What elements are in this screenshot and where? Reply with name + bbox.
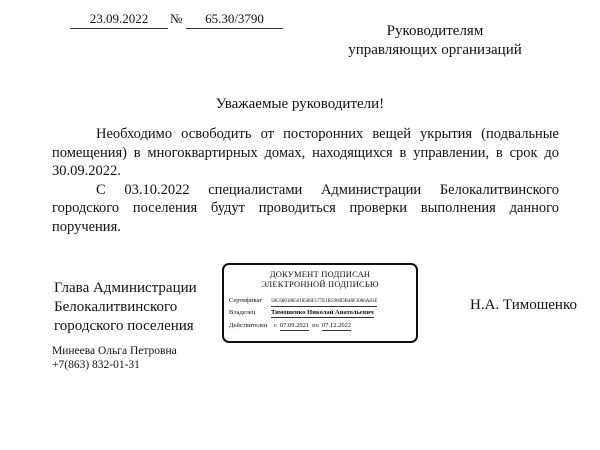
stamp-title-line-2: ЭЛЕКТРОННОЙ ПОДПИСЬЮ [261, 279, 379, 289]
recipient-line-1: Руководителям [386, 23, 484, 39]
electronic-signature-stamp [222, 263, 418, 343]
contact-phone: +7(863) 832-01-31 [52, 359, 140, 371]
stamp-owner-value: Тимошенко Николай Анатольевич [271, 309, 374, 316]
stamp-valid-from: 07.09.2021 [279, 322, 310, 329]
stamp-owner-row [229, 308, 414, 318]
signer-title-line-2: Белокалитвинского [54, 299, 178, 315]
signer-title [54, 279, 234, 336]
stamp-valid-to-label: по [312, 322, 319, 329]
recipient-line-2: управляющих организаций [348, 42, 522, 58]
stamp-certificate-row [229, 296, 414, 307]
number-sign: № [170, 11, 183, 26]
stamp-valid-to: 07.12.2022 [321, 322, 352, 329]
stamp-certificate-label: Сертификат [229, 297, 263, 304]
signer-title-line-3: городского поселения [54, 318, 194, 334]
document-number: 65.30/3790 [186, 11, 283, 29]
body-paragraph-2: С 03.10.2022 специалистами Администрации Белокалитвинского городского поселения будут проводиться проверки выполнения данного поручения. [52, 181, 559, 235]
salutation: Уважаемые руководители! [215, 96, 385, 112]
stamp-title-line-1: ДОКУМЕНТ ПОДПИСАН [269, 269, 371, 279]
recipient-block [335, 22, 535, 60]
stamp-valid-label: Действителен [229, 322, 268, 329]
contact-block [52, 344, 177, 372]
stamp-validity-row [229, 321, 414, 331]
contact-name: Минеева Ольга Петровна [52, 345, 177, 357]
document-date: 23.09.2022 [70, 11, 168, 29]
signer-title-line-1: Глава Администрации [54, 280, 197, 296]
document-header [70, 11, 285, 31]
stamp-certificate-value: 58C6801885018586F177E1B5960DB48F3006A83E [271, 297, 377, 307]
stamp-owner-label: Владелец [229, 309, 256, 316]
signer-name: Н.А. Тимошенко [470, 297, 577, 313]
stamp-valid-from-label: с [274, 322, 277, 329]
letter-body [52, 125, 559, 236]
body-paragraph-1: Необходимо освободить от посторонних вещей укрытия (подвальные помещения) в многоквартирных домах, находящихся в управлении, в срок до 30.09.2022. [52, 126, 559, 179]
